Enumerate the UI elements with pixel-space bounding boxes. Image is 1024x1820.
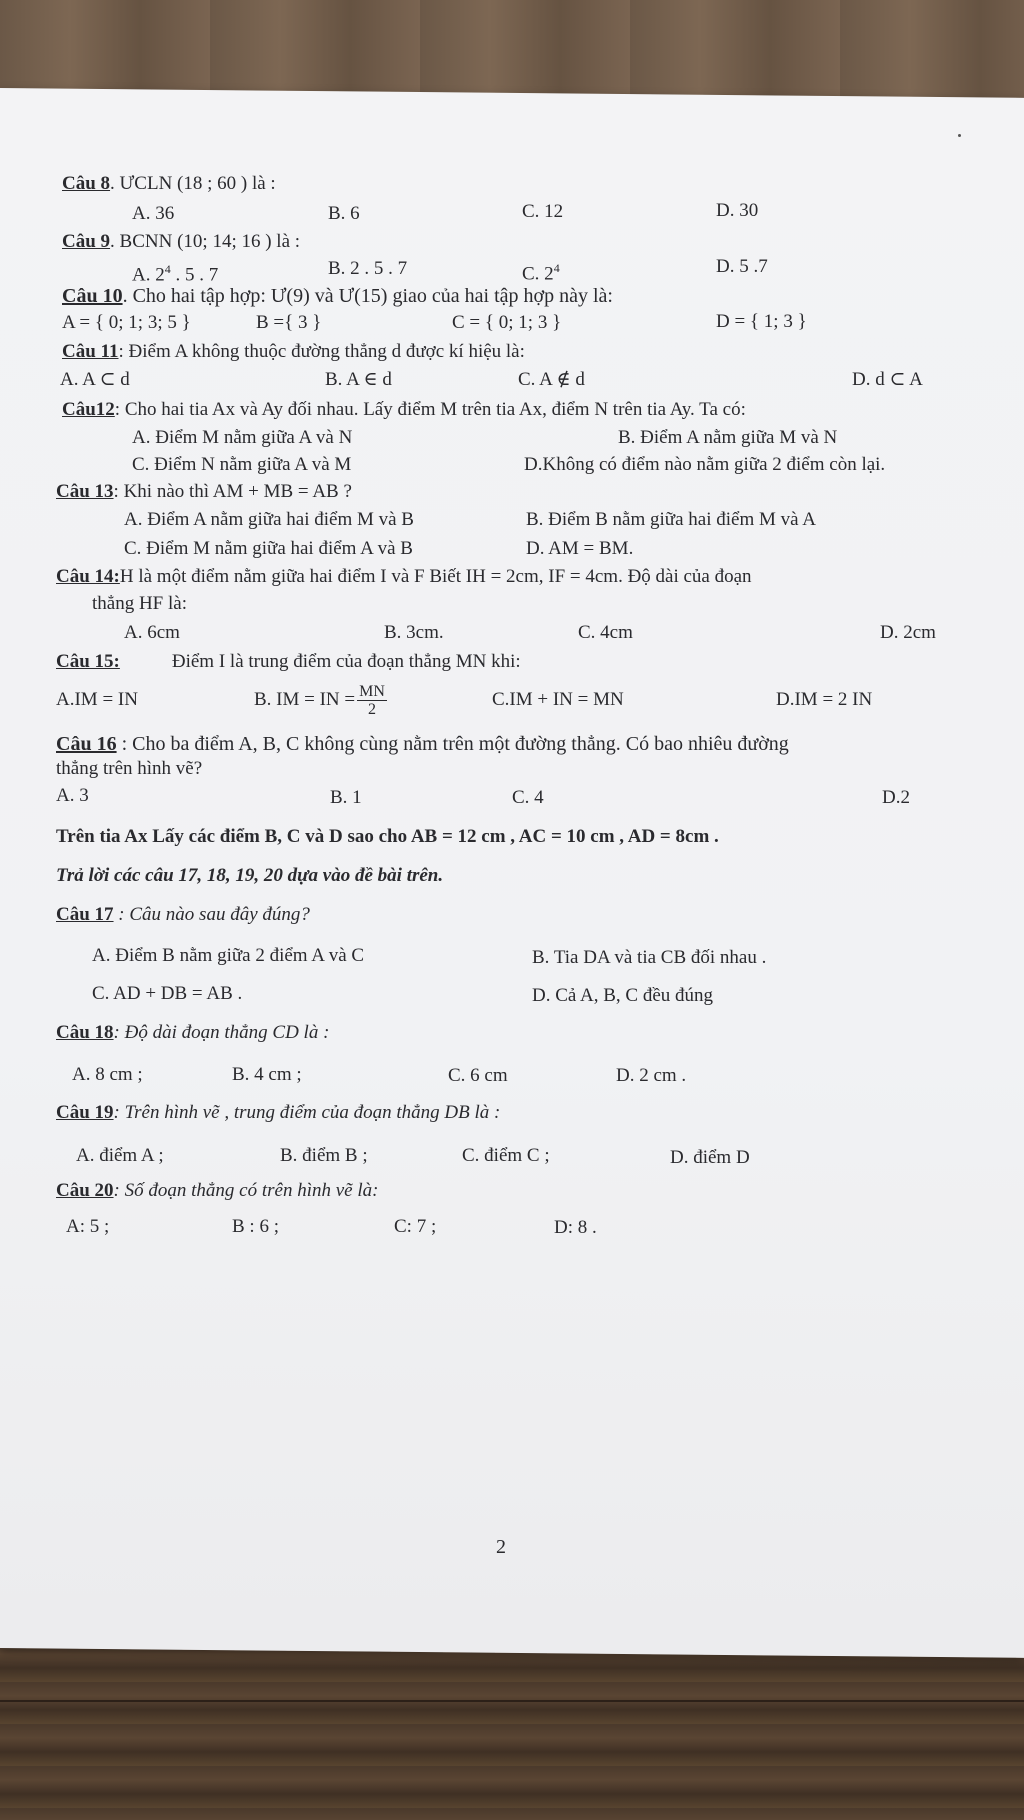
q14-stem-continued: thẳng HF là: [92,593,187,614]
q17-stem [56,903,310,927]
q12-option-c: C. Điểm N nằm giữa A và M [132,454,352,475]
q11-text: : Điểm A không thuộc đường thẳng d được kí hiệu là: [118,341,525,362]
q18-stem [56,1021,329,1045]
q15-option-c: C.IM + IN = MN [492,689,624,710]
q8-option-a: A. 36 [132,203,175,224]
q14-option-c: C. 4cm [578,622,633,643]
q8-text: . ƯCLN (18 ; 60 ) là : [110,173,276,194]
q9-c-exp: 4 [553,261,560,275]
q19-stem [56,1101,500,1125]
q17-option-a: A. Điểm B nằm giữa 2 điểm A và C [92,945,365,966]
q13-option-a: A. Điểm A nằm giữa hai điểm M và B [124,509,414,530]
q9-option-b: B. 2 . 5 . 7 [328,258,408,279]
q11-option-d: D. d ⊂ A [852,369,923,390]
q17-label: Câu 17 [56,904,114,925]
q13-option-b: B. Điểm B nằm giữa hai điểm M và A [526,509,816,530]
q10-text: . Cho hai tập hợp: Ư(9) và Ư(15) giao của hai tập hợp này là: [122,285,613,307]
q16-label: Câu 16 [56,733,117,755]
q19-option-c: C. điểm C ; [462,1145,550,1166]
q8-option-d: D. 30 [716,200,759,221]
q15-option-b [254,678,389,722]
q20-label: Câu 20 [56,1180,114,1201]
q12-text: : Cho hai tia Ax và Ay đối nhau. Lấy điểm M trên tia Ax, điểm N trên tia Ay. Ta có: [114,399,746,420]
q20-stem [56,1179,378,1203]
q16-option-a: A. 3 [56,785,89,806]
q20-option-d: D: 8 . [554,1217,597,1238]
q20-option-b: B : 6 ; [232,1216,279,1237]
q10-label: Câu 10 [62,285,123,307]
q17-option-b: B. Tia DA và tia CB đối nhau . [532,947,767,968]
q15-label: Câu 15: [56,651,120,672]
q15-b-fraction [357,683,387,718]
q16-option-d: D.2 [882,787,910,808]
problem-statement: Trên tia Ax Lấy các điểm B, C và D sao cho AB = 12 cm , AC = 10 cm , AD = 8cm . [56,826,719,847]
q13-option-c: C. Điểm M nằm giữa hai điểm A và B [124,538,413,559]
q20-option-c: C: 7 ; [394,1216,437,1237]
q11-stem [62,340,525,364]
q13-text: : Khi nào thì AM + MB = AB ? [113,481,352,502]
q14-text: H là một điểm nằm giữa hai điểm I và F Biết IH = 2cm, IF = 4cm. Độ dài của đoạn [119,566,752,587]
q8-stem [62,172,276,196]
q14-label: Câu 14: [56,566,120,587]
q11-option-b: B. A ∈ d [325,369,392,390]
q9-text: . BCNN (10; 14; 16 ) là : [110,231,301,252]
q10-option-b: B ={ 3 } [256,312,322,333]
q9-a-rest: . 5 . 7 [170,264,219,286]
q10-option-c: C = { 0; 1; 3 } [452,312,562,333]
q9-stem [62,230,300,254]
q17-option-d: D. Cả A, B, C đều đúng [532,985,714,1006]
q9-label: Câu 9 [62,231,111,252]
q15-text: Điểm I là trung điểm của đoạn thẳng MN khi: [171,651,521,672]
q18-option-a: A. 8 cm ; [72,1064,143,1085]
q12-option-d: D.Không có điểm nào nằm giữa 2 điểm còn lại. [524,454,886,475]
q20-option-a: A: 5 ; [66,1216,110,1237]
q15-b-text: B. IM = IN = [254,689,356,710]
q19-text: : Trên hình vẽ , trung điểm của đoạn thẳng DB là : [113,1102,501,1123]
q19-option-a: A. điểm A ; [76,1145,164,1166]
q17-option-c: C. AD + DB = AB . [92,983,243,1004]
page-number: 2 [496,1536,506,1558]
q9-option-a [132,257,218,287]
q15-option-a: A.IM = IN [56,689,138,710]
q9-a-base: A. 2 [132,264,165,286]
q17-text: : Câu nào sau đây đúng? [113,904,310,925]
q16-stem [56,732,789,756]
q8-option-c: C. 12 [522,201,564,222]
q15-stem [56,650,521,674]
q18-label: Câu 18 [56,1022,114,1043]
q8-option-b: B. 6 [328,203,360,224]
q9-c-base: C. 2 [522,263,554,285]
q18-option-c: C. 6 cm [448,1065,508,1086]
q14-stem [56,565,752,589]
q16-option-c: C. 4 [512,787,544,808]
q19-option-d: D. điểm D [670,1147,750,1168]
q12-stem [62,398,746,422]
q16-option-b: B. 1 [330,787,362,808]
q10-option-a: A = { 0; 1; 3; 5 } [62,312,191,333]
q9-option-c [522,256,560,286]
q14-option-d: D. 2cm [880,622,936,643]
fraction-numerator: MN [359,683,385,701]
q16-text: : Cho ba điểm A, B, C không cùng nằm trên một đường thẳng. Có bao nhiêu đường [116,733,789,755]
q13-stem [56,480,352,504]
q10-option-d: D = { 1; 3 } [716,311,807,332]
q12-label: Câu12 [62,399,115,420]
q20-text: : Số đoạn thẳng có trên hình vẽ là: [113,1180,379,1201]
q18-option-b: B. 4 cm ; [232,1064,302,1085]
q16-stem-continued: thẳng trên hình vẽ? [56,758,203,779]
q19-option-b: B. điểm B ; [280,1145,368,1166]
problem-instruction: Trả lời các câu 17, 18, 19, 20 dựa vào đề bài trên. [56,865,444,886]
q13-label: Câu 13 [56,481,114,502]
q10-stem [62,284,613,308]
q12-option-b: B. Điểm A nằm giữa M và N [618,427,838,448]
q11-option-c: C. A ∉ d [518,369,585,390]
q14-option-b: B. 3cm. [384,622,444,643]
fraction-denominator: 2 [368,701,377,719]
q14-option-a: A. 6cm [124,622,180,643]
q9-option-d: D. 5 .7 [716,256,768,277]
q18-option-d: D. 2 cm . [616,1065,687,1086]
q9-a-exp: 4 [164,262,171,276]
q11-option-a: A. A ⊂ d [60,369,130,390]
q18-text: : Độ dài đoạn thẳng CD là : [113,1022,330,1043]
q12-option-a: A. Điểm M nằm giữa A và N [132,427,353,448]
q11-label: Câu 11 [62,341,119,362]
q19-label: Câu 19 [56,1102,114,1123]
q13-option-d: D. AM = BM. [526,538,634,559]
q15-option-d: D.IM = 2 IN [776,689,873,710]
q8-label: Câu 8 [62,173,111,194]
